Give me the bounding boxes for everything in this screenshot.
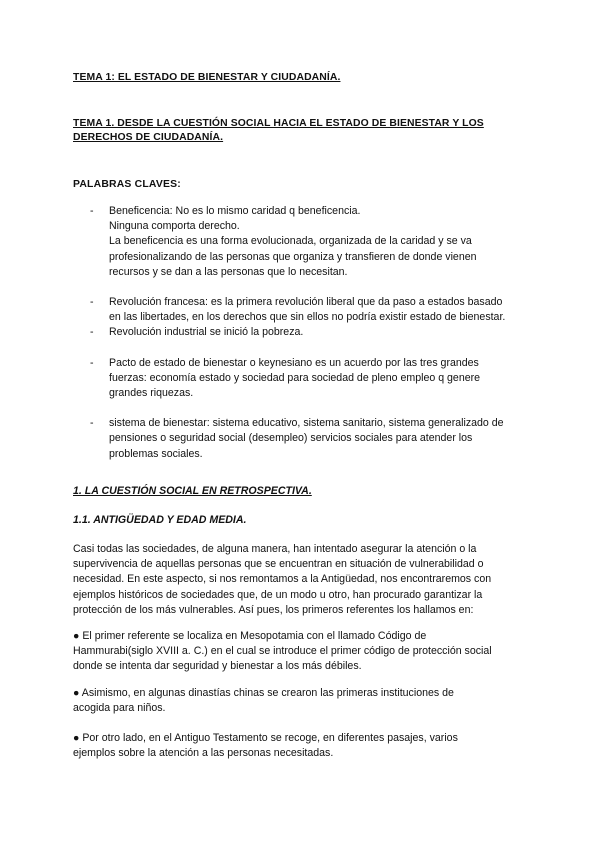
keyword-line: pensiones o seguridad social (desempleo) servicios sociales para atender los — [109, 432, 473, 445]
keyword-line: sistema de bienestar: sistema educativo, sistema sanitario, sistema generalizado de — [109, 417, 504, 430]
paragraph-line: acogida para niños. — [73, 702, 166, 715]
keyword-line: Ninguna comporta derecho. — [109, 220, 240, 233]
bullet-dash: - — [90, 356, 94, 369]
keyword-line: Revolución francesa: es la primera revolución liberal que da paso a estados basado — [109, 296, 503, 309]
paragraph — [73, 731, 523, 761]
paragraph — [73, 542, 523, 618]
paragraph-line: ● Asimismo, en algunas dinastías chinas se crearon las primeras instituciones de — [73, 687, 454, 699]
subsection-heading: 1.1. ANTIGÜEDAD Y EDAD MEDIA. — [73, 514, 247, 526]
document-subtitle — [73, 117, 523, 145]
paragraph-line: donde se intenta dar seguridad y bienestar a los más débiles. — [73, 660, 362, 673]
subtitle-line: DERECHOS DE CIUDADANÍA. — [73, 132, 224, 143]
subtitle-line: TEMA 1. DESDE LA CUESTIÓN SOCIAL HACIA EL ESTADO DE BIENESTAR Y LOS — [73, 118, 484, 129]
bullet-dash: - — [90, 296, 94, 309]
paragraph-line: Casi todas las sociedades, de alguna manera, han intentado asegurar la atención o la — [73, 543, 477, 555]
paragraph-line: Hammurabi(siglo XVIII a. C.) en el cual se introduce el primer código de protección social — [73, 645, 492, 658]
bullet-dash: - — [90, 205, 94, 217]
keyword-line: profesionalizando de las personas que organiza y transfieren de donde vienen — [109, 250, 477, 263]
keyword-item — [90, 325, 522, 340]
paragraph-line: ● El primer referente se localiza en Mesopotamia con el llamado Código de — [73, 630, 427, 642]
keyword-line: problemas sociales. — [109, 447, 203, 460]
keyword-line: grandes riquezas. — [109, 387, 194, 400]
paragraph-line: protección de los más vulnerables. Así pues, los primeros referentes los hallamos en: — [73, 603, 474, 616]
keyword-line: La beneficencia es una forma evolucionada, organizada de la caridad y se va — [109, 235, 472, 248]
bullet-dash: - — [90, 417, 94, 430]
paragraph — [73, 629, 523, 675]
keyword-item — [90, 416, 522, 462]
paragraph-line: necesidad. En este aspecto, si nos remontamos a la Antigüedad, nos encontraremos con — [73, 573, 492, 586]
document-title: TEMA 1: EL ESTADO DE BIENESTAR Y CIUDADANÍA. — [73, 72, 341, 83]
keyword-line: fuerzas: economía estado y sociedad para sociedad de pleno empleo q genere — [109, 371, 481, 384]
keyword-line: Revolución industrial se inició la pobreza. — [109, 326, 304, 339]
keywords-heading: PALABRAS CLAVES: — [73, 179, 181, 190]
paragraph-line: ejemplos históricos de sociedades que, de un modo u otro, han procurado garantizar la — [73, 588, 483, 601]
paragraph-line: ejemplos sobre la atención a las personas necesitadas. — [73, 747, 334, 760]
keyword-line: Beneficencia: No es lo mismo caridad q beneficencia. — [109, 205, 361, 217]
keyword-line: en las libertades, en los derechos que sin ellos no podría existir estado de bienestar. — [109, 311, 506, 324]
paragraph — [73, 686, 523, 716]
keyword-line: recursos y se dan a las personas que lo necesitan. — [109, 265, 348, 278]
keyword-item — [90, 204, 522, 280]
bullet-dash: - — [90, 326, 94, 339]
keyword-line: Pacto de estado de bienestar o keynesiano es un acuerdo por las tres grandes — [109, 356, 479, 369]
keyword-item — [90, 295, 522, 325]
keywords-list — [90, 204, 522, 462]
paragraph-line: ● Por otro lado, en el Antiguo Testamento se recoge, en diferentes pasajes, varios — [73, 732, 458, 744]
section-heading: 1. LA CUESTIÓN SOCIAL EN RETROSPECTIVA. — [73, 485, 312, 497]
keyword-item — [90, 356, 522, 402]
paragraph-line: supervivencia de aquellas personas que se encuentran en situación de vulnerabilidad o — [73, 558, 484, 571]
